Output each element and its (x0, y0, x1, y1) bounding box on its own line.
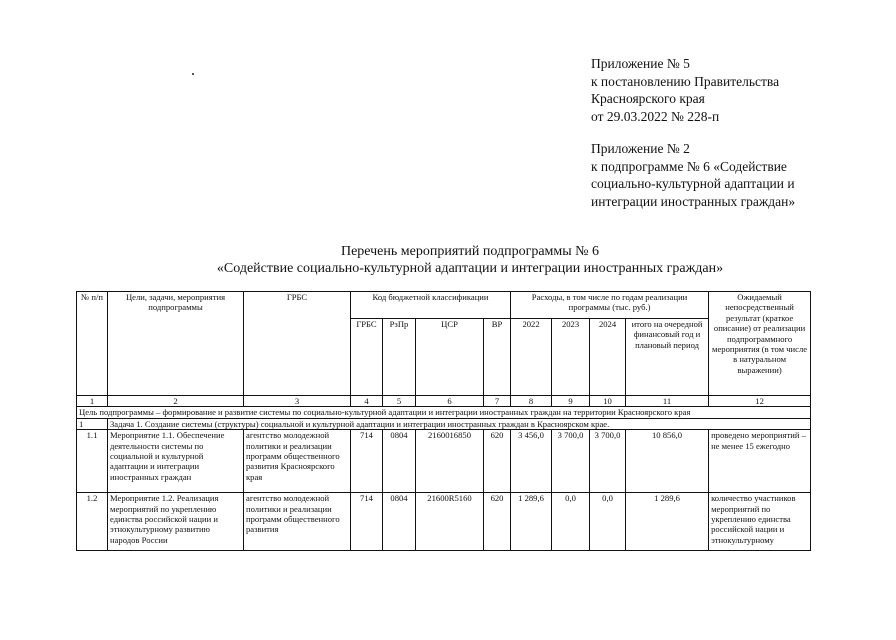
table-row (77, 430, 811, 493)
header-result: Ожидаемый непосредственный результат (краткое описание) от реализации подпрограммного мероприятия (в том числе в натуральном выражении) (709, 292, 811, 396)
header-2023: 2023 (552, 319, 590, 396)
header-total: итого на очередной финансовый год и плановый период (626, 319, 709, 396)
document-title (120, 243, 820, 277)
row-num: 1.1 (77, 430, 108, 493)
row-vr: 620 (484, 430, 511, 493)
task-num: 1 (77, 418, 108, 429)
column-number-row (77, 396, 811, 407)
activities-table (76, 291, 811, 551)
col-number: 4 (351, 396, 383, 407)
row-2022: 3 456,0 (511, 430, 552, 493)
row-2024: 0,0 (590, 493, 626, 551)
appendix-2-line1: Приложение № 2 (591, 141, 690, 156)
col-number: 12 (709, 396, 811, 407)
scan-speck (192, 73, 194, 75)
row-rzpr: 0804 (383, 430, 416, 493)
appendix-2-line4: интеграции иностранных граждан» (591, 193, 796, 209)
col-number: 2 (108, 396, 244, 407)
row-2023: 0,0 (552, 493, 590, 551)
row-total: 1 289,6 (626, 493, 709, 551)
header-code-grbs: ГРБС (351, 319, 383, 396)
title-line2: «Содействие социально-культурной адаптации и интеграции иностранных граждан» (216, 261, 724, 276)
row-total: 10 856,0 (626, 430, 709, 493)
col-number: 10 (590, 396, 626, 407)
col-number: 1 (77, 396, 108, 407)
appendix-5-line3: Красноярского края (591, 91, 705, 106)
appendix-5-line1: Приложение № 5 (591, 56, 690, 71)
row-num: 1.2 (77, 493, 108, 551)
row-2024: 3 700,0 (590, 430, 626, 493)
task-text: Задача 1. Создание системы (структуры) социальной и культурной адаптации и интеграции иностранных граждан в Красноярском крае. (108, 418, 811, 429)
col-number: 6 (416, 396, 484, 407)
row-result: количество участников мероприятий по укреплению единства российской нации и этнокультурному (709, 493, 811, 551)
header-code-vr: ВР (484, 319, 511, 396)
appendix-5-line4: от 29.03.2022 № 228-п (591, 108, 720, 124)
header-goals: Цели, задачи, мероприятия подпрограммы (108, 292, 244, 396)
header-expenses: Расходы, в том числе по годам реализации программы (тыс. руб.) (511, 292, 709, 319)
appendix-2-header (591, 140, 871, 210)
row-rzpr: 0804 (383, 493, 416, 551)
appendix-2-line3: социально-культурной адаптации и (591, 176, 795, 191)
goal-row (77, 407, 811, 418)
header-num: № п/п (77, 292, 108, 396)
row-activity-name: Мероприятие 1.1. Обеспечение деятельности системы по социальной и культурной адаптации и интеграции иностранных граждан (108, 430, 244, 493)
row-2022: 1 289,6 (511, 493, 552, 551)
row-vr: 620 (484, 493, 511, 551)
col-number: 9 (552, 396, 590, 407)
col-number: 11 (626, 396, 709, 407)
row-csr: 21600R5160 (416, 493, 484, 551)
col-number: 3 (244, 396, 351, 407)
header-grbs: ГРБС (244, 292, 351, 396)
row-csr: 2160016850 (416, 430, 484, 493)
header-code-rzpr: РзПр (383, 319, 416, 396)
title-line1: Перечень мероприятий подпрограммы № 6 (340, 244, 600, 259)
row-result: проведено мероприятий – не менее 15 ежегодно (709, 430, 811, 493)
row-grbs: агентство молодежной политики и реализации программ общественного развития Красноярского края (244, 430, 351, 493)
appendix-5-header (591, 55, 871, 125)
header-2024: 2024 (590, 319, 626, 396)
row-code-grbs: 714 (351, 430, 383, 493)
goal-text: Цель подпрограммы – формирование и развитие системы по социально-культурной адаптации и интеграции иностранных граждан на территории Красноярского края (77, 407, 811, 418)
row-grbs: агентство молодежной политики и реализации программ общественного развития (244, 493, 351, 551)
header-2022: 2022 (511, 319, 552, 396)
appendix-5-line2: к постановлению Правительства (591, 73, 780, 89)
col-number: 8 (511, 396, 552, 407)
row-2023: 3 700,0 (552, 430, 590, 493)
col-number: 7 (484, 396, 511, 407)
table-row (77, 493, 811, 551)
appendix-2-line2: к подпрограмме № 6 «Содействие (591, 158, 787, 174)
row-code-grbs: 714 (351, 493, 383, 551)
header-code-csr: ЦСР (416, 319, 484, 396)
row-activity-name: Мероприятие 1.2. Реализация мероприятий по укреплению единства российской нации и этнокультурному развитию народов России (108, 493, 244, 551)
col-number: 5 (383, 396, 416, 407)
header-budget-code: Код бюджетной классификации (351, 292, 511, 319)
task-row (77, 418, 811, 429)
